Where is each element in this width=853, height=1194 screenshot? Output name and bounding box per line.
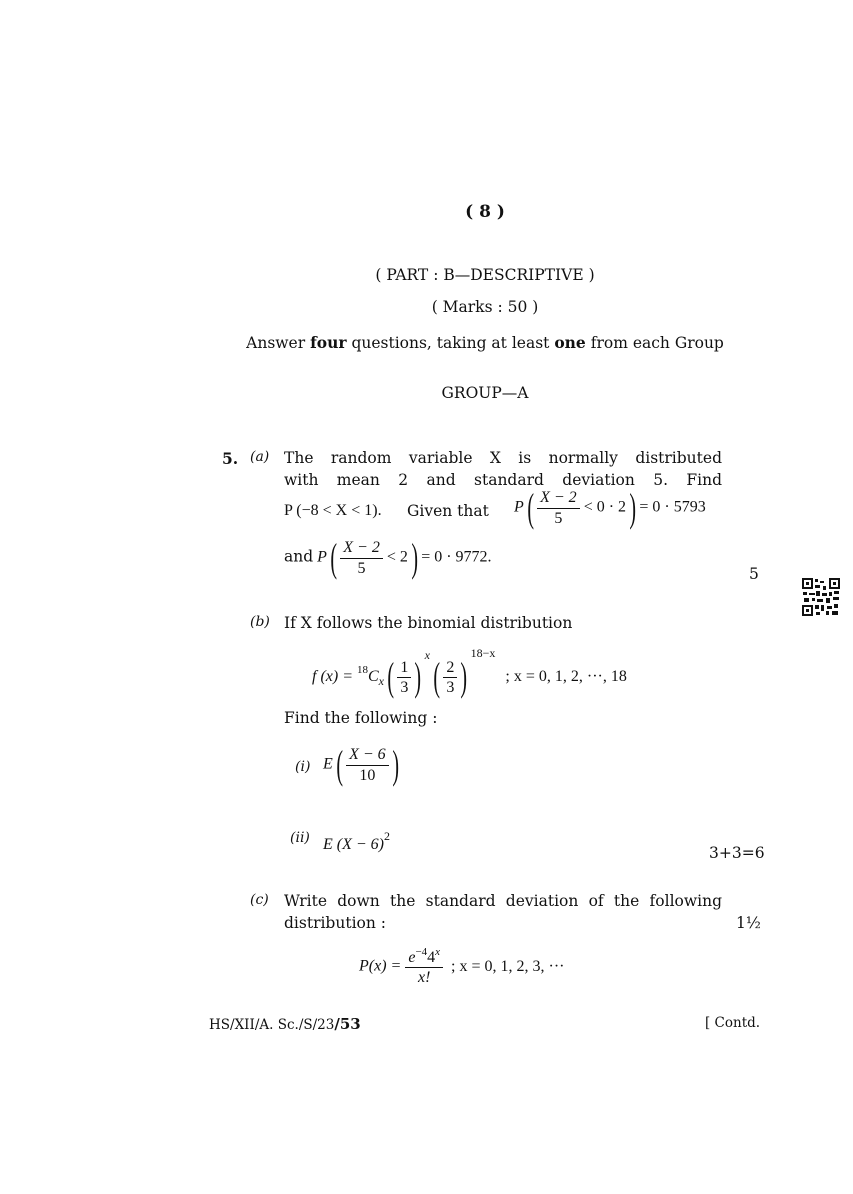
part-a-line2: with mean 2 and standard deviation 5. Find (284, 471, 722, 489)
frac1-numerator: 1 (397, 658, 411, 678)
paper-code (209, 1015, 361, 1033)
formula-exp2: 18−x (470, 646, 496, 660)
num-exp2: x (435, 946, 441, 958)
formula-exp1: x (424, 648, 430, 662)
i-denominator: 10 (359, 766, 376, 784)
instructions (0, 333, 853, 352)
part-b-intro: If X follows the binomial distribution (284, 614, 573, 632)
formula-range: ; x = 0, 1, 2, ···, 18 (505, 668, 627, 685)
formula-frac2 (443, 658, 457, 697)
formula-coef-sup: 18 (357, 664, 368, 676)
instruction-pre: Answer (246, 334, 311, 352)
ii-exponent: 2 (384, 829, 390, 843)
ii-expression: E (X − 6) (323, 836, 384, 853)
part-a-label: (a) (250, 449, 270, 465)
num-mid: 4 (427, 949, 436, 966)
i-numerator: X − 6 (346, 745, 389, 765)
part-c-line2: distribution : (284, 914, 386, 932)
formula-lhs: f (x) = (312, 668, 353, 685)
given1-p: P (514, 498, 524, 516)
part-b-find: Find the following : (284, 709, 438, 727)
part-b-i-expr: E( $\frac{X - 6}{10}$ ) (323, 742, 399, 787)
frac1-denominator: 3 (400, 678, 409, 696)
part-b-ii-expr (323, 829, 390, 854)
qr-code-icon (801, 577, 841, 617)
continued-label: [ Contd. (705, 1015, 761, 1031)
given2-value: = 0 · 9772. (421, 548, 492, 566)
instruction-four: four (310, 333, 347, 352)
part-a-probability: P (−8 < X < 1). (284, 502, 382, 519)
poisson-formula (359, 946, 565, 987)
given2-denominator: 5 (357, 559, 366, 577)
part-b-i-label: (i) (295, 759, 311, 775)
given1-denominator: 5 (554, 509, 563, 527)
binomial-formula: f $(x) = ^{18}C_x$( $\frac{1}{3}$ ) $^x$( $\frac{2}{3}$ )$^{18-x}$ ; x = 0, 1, 2, ···, 18 (312, 646, 627, 700)
formula-frac1 (397, 658, 411, 697)
poisson-lhs: P(x) = (359, 957, 402, 975)
given2-p: P (317, 548, 327, 566)
given1-numerator: X − 2 (537, 488, 580, 508)
instruction-post: from each Group (585, 334, 724, 352)
poisson-range: ; x = 0, 1, 2, 3, ··· (451, 957, 565, 975)
part-a-given1: P( $\frac{X - 2}{5}$ < 0 · 2) = 0 · 5793 (514, 485, 706, 530)
part-b-ii-label: (ii) (290, 830, 310, 846)
given1-rest: < 0 · 2 (583, 498, 627, 516)
part-a-marks: 5 (749, 565, 759, 583)
part-b-label: (b) (250, 614, 270, 630)
given2-fraction (340, 538, 383, 577)
given1-value: = 0 · 5793 (639, 498, 706, 516)
page-number: ( 8 ) (465, 202, 505, 222)
given2-and: and (284, 547, 314, 566)
num-base: e (408, 949, 416, 966)
i-e: E (323, 755, 333, 773)
given2-numerator: X − 2 (340, 538, 383, 558)
paper-code-plain: HS/XII/A. Sc./S/23 (209, 1017, 335, 1033)
paper-code-bold: /53 (334, 1015, 361, 1033)
question-number: 5. (222, 449, 239, 468)
i-fraction (346, 745, 389, 784)
poisson-fraction (405, 946, 443, 987)
part-c-label: (c) (250, 892, 269, 908)
part-title: ( PART : B—DESCRIPTIVE ) (375, 266, 595, 284)
instruction-one: one (554, 333, 586, 352)
frac2-denominator: 3 (446, 678, 455, 696)
instruction-mid: questions, taking at least (346, 334, 555, 352)
group-heading: GROUP—A (441, 384, 529, 402)
part-b-marks: 3+3=6 (709, 844, 765, 862)
num-exp1: −4 (415, 946, 428, 958)
formula-coef-sub: x (378, 674, 384, 688)
formula-coef: C (368, 668, 379, 685)
part-c-line1: Write down the standard deviation of the following (284, 892, 722, 910)
part-a-given2: and P( $\frac{X - 2}{5}$ < 2) = 0 · 9772. (284, 535, 492, 580)
given1-fraction (537, 488, 580, 527)
part-a-given-that: Given that (407, 502, 489, 520)
part-c-marks: 1½ (736, 914, 761, 932)
marks-total: ( Marks : 50 ) (431, 298, 539, 316)
poisson-numerator (405, 946, 443, 968)
frac2-numerator: 2 (443, 658, 457, 678)
poisson-denominator: x! (417, 969, 431, 987)
given2-rest: < 2 (386, 548, 408, 566)
part-a-line1: The random variable X is normally distributed (284, 449, 722, 467)
